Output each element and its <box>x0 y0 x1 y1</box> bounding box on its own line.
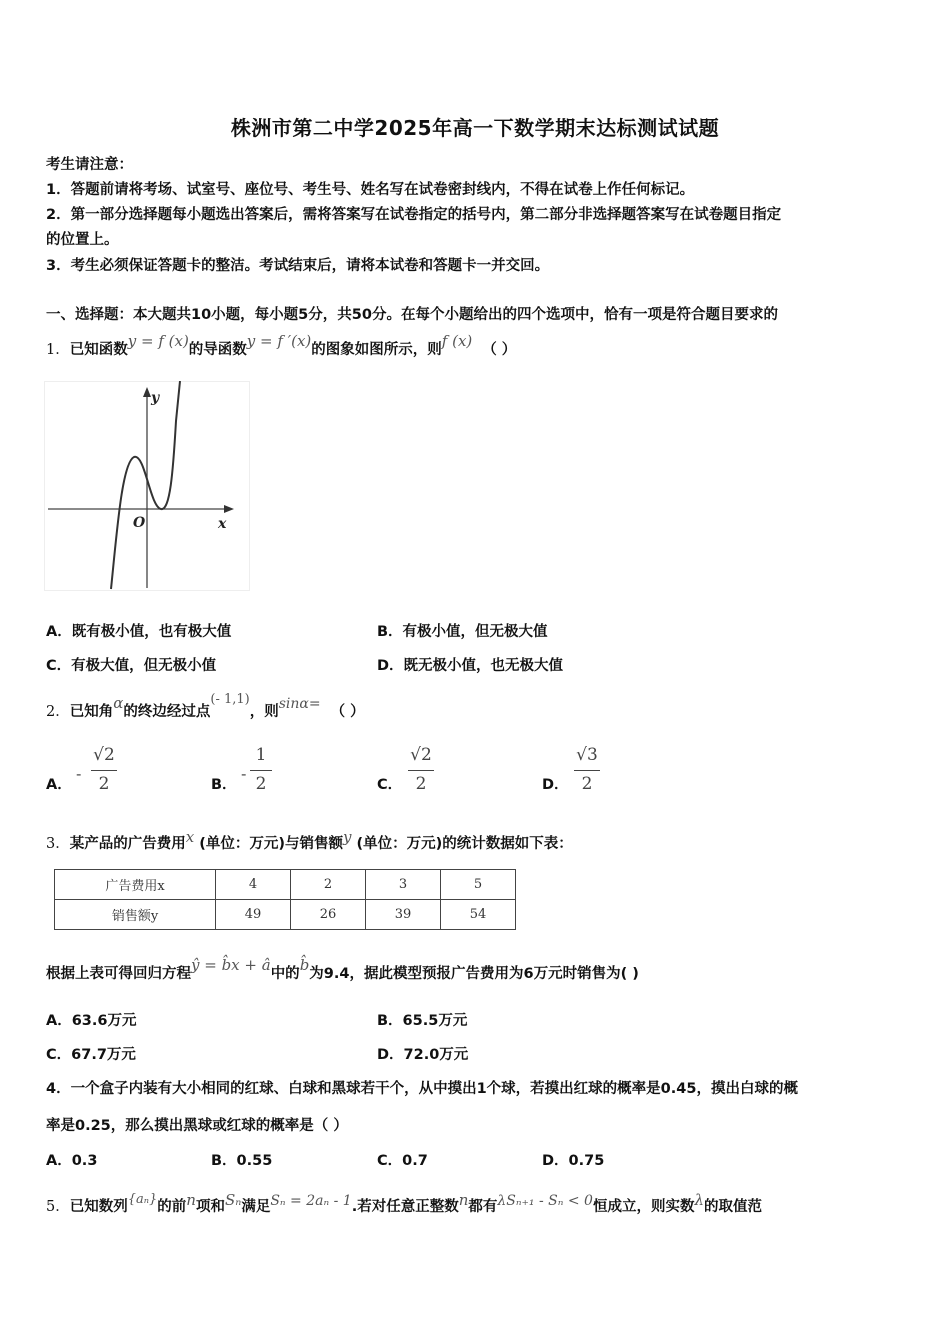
fraction-bar <box>574 770 600 771</box>
q1-option-d[interactable]: D．既无极小值，也无极大值 <box>377 658 564 674</box>
numerator: √3 <box>576 745 598 765</box>
question-number: 3． <box>46 836 70 852</box>
notice-item-1: 1．答题前请将考场、试室号、座位号、考生号、姓名写在试卷密封线内，不得在试卷上作任何标记。 <box>46 182 695 198</box>
q2-option-d-label[interactable]: D． <box>542 777 569 793</box>
table-row-label: 销售额y <box>55 900 216 930</box>
formula: {aₙ} <box>127 1192 158 1207</box>
text: 的前 <box>157 1199 187 1215</box>
numerator: 1 <box>255 745 267 765</box>
y-axis-arrow <box>143 387 151 397</box>
text: 项和 <box>195 1199 225 1215</box>
q4-option-a[interactable]: A．0.3 <box>46 1153 98 1169</box>
question-3-regression <box>46 956 639 983</box>
text: 某产品的广告费用 <box>69 836 186 852</box>
text: 根据上表可得回归方程 <box>46 966 191 982</box>
fraction-bar <box>250 770 272 771</box>
text: (单位：万元)与销售额 <box>194 836 344 852</box>
formula: y = f ′(x) <box>246 332 312 350</box>
q4-option-c[interactable]: C．0.7 <box>377 1153 428 1169</box>
formula: ŷ = b̂x + â <box>191 956 271 974</box>
notice-item-3: 3．考生必须保证答题卡的整洁。考试结束后，请将本试卷和答题卡一并交回。 <box>46 258 550 274</box>
question-4-line-2: 率是0.25，那么摸出黑球或红球的概率是（ ） <box>46 1118 348 1134</box>
derivative-curve <box>111 381 180 589</box>
text: 的终边经过点 <box>123 704 211 720</box>
formula: α <box>113 694 124 712</box>
text: (单位：万元)的统计数据如下表： <box>351 836 573 852</box>
y-axis-label: y <box>151 390 160 406</box>
table-row-label: 广告费用x <box>55 870 216 900</box>
text: 的图象如图所示，则 <box>311 342 442 358</box>
formula: f (x) <box>441 332 473 350</box>
formula: x <box>185 828 195 846</box>
question-1-stem <box>46 332 517 359</box>
question-number: 2． <box>46 704 70 720</box>
formula: sinα= <box>278 696 321 712</box>
text: 恒成立，则实数 <box>592 1199 695 1215</box>
table-cell: 4 <box>216 870 291 900</box>
text: 已知角 <box>69 704 114 720</box>
fraction-bar <box>408 770 434 771</box>
table-cell: 26 <box>291 900 366 930</box>
q3-option-a[interactable]: A．63.6万元 <box>46 1013 137 1029</box>
section-heading: 一、选择题：本大题共10小题，每小题5分，共50分。在每个小题给出的四个选项中，恰有一项是符合题目要求的 <box>46 307 778 323</box>
origin-label: O <box>133 515 146 531</box>
text: 已知函数 <box>69 342 128 358</box>
page-title: 株洲市第二中学2025年高一下数学期末达标测试试题 <box>230 116 720 140</box>
formula: b̂ <box>299 956 310 974</box>
table-cell: 49 <box>216 900 291 930</box>
formula: y = f (x) <box>127 332 189 350</box>
text: 都有 <box>468 1199 498 1215</box>
text: 满足 <box>241 1199 271 1215</box>
question-number: 5． <box>46 1199 70 1215</box>
fraction-bar <box>91 770 117 771</box>
notice-item-2-cont: 的位置上。 <box>46 232 119 248</box>
data-table <box>54 869 516 930</box>
denominator: 2 <box>581 774 593 794</box>
q3-option-d[interactable]: D．72.0万元 <box>377 1047 469 1063</box>
text: .若对任意正整数 <box>351 1199 459 1215</box>
derivative-graph <box>44 381 250 591</box>
formula: n <box>458 1191 469 1209</box>
notice-item-2: 2．第一部分选择题每小题选出答案后，需将答案写在试卷指定的括号内，第二部分非选择题答案写在试卷题目指定 <box>46 207 782 223</box>
q1-option-a[interactable]: A．既有极小值，也有极大值 <box>46 624 232 640</box>
table-cell: 2 <box>291 870 366 900</box>
q1-option-b[interactable]: B．有极小值，但无极大值 <box>377 624 548 640</box>
question-4-line-1: 4．一个盒子内装有大小相同的红球、白球和黑球若干个，从中摸出1个球，若摸出红球的概率是0.45，摸出白球的概 <box>46 1081 798 1097</box>
table-row <box>55 900 516 930</box>
answer-bracket: （ ） <box>482 342 517 358</box>
q3-option-b[interactable]: B．65.5万元 <box>377 1013 468 1029</box>
table-cell: 5 <box>441 870 516 900</box>
formula: n <box>186 1191 196 1209</box>
table-cell: 3 <box>366 870 441 900</box>
question-2-stem <box>46 692 365 721</box>
text: 的导函数 <box>188 342 247 358</box>
formula: λSₙ₊₁ - Sₙ < 0 <box>497 1193 593 1209</box>
question-3-stem <box>46 828 573 853</box>
q2-option-b-label[interactable]: B． <box>211 777 237 793</box>
x-axis-label: x <box>218 516 227 532</box>
q2-option-c-label[interactable]: C． <box>377 777 403 793</box>
text: 的取值范 <box>703 1199 762 1215</box>
q4-option-d[interactable]: D．0.75 <box>542 1153 605 1169</box>
table-cell: 39 <box>366 900 441 930</box>
formula: Sₙ <box>224 1191 242 1209</box>
q2-option-a-sign: - <box>76 765 82 783</box>
q2-option-a-label[interactable]: A． <box>46 777 72 793</box>
question-5-stem <box>46 1191 762 1216</box>
table-cell: 54 <box>441 900 516 930</box>
numerator: √2 <box>93 745 115 765</box>
formula: λ <box>694 1191 704 1209</box>
question-number: 1． <box>46 342 70 358</box>
denominator: 2 <box>98 774 110 794</box>
table-row <box>55 870 516 900</box>
notice-heading: 考生请注意： <box>46 157 133 173</box>
text: ，则 <box>249 704 279 720</box>
formula: (- 1,1) <box>210 692 250 707</box>
q3-option-c[interactable]: C．67.7万元 <box>46 1047 136 1063</box>
answer-bracket: （ ） <box>330 704 365 720</box>
formula: Sₙ = 2aₙ - 1 <box>270 1193 352 1209</box>
formula: y <box>343 828 352 846</box>
x-axis-arrow <box>224 505 234 513</box>
numerator: √2 <box>410 745 432 765</box>
q1-option-c[interactable]: C．有极大值，但无极小值 <box>46 658 217 674</box>
text: 中的 <box>270 966 300 982</box>
text: 为9.4，据此模型预报广告费用为6万元时销售为( ) <box>309 966 639 982</box>
denominator: 2 <box>415 774 427 794</box>
q2-option-b-sign: - <box>241 765 247 783</box>
text: 已知数列 <box>69 1199 128 1215</box>
q4-option-b[interactable]: B．0.55 <box>211 1153 273 1169</box>
denominator: 2 <box>255 774 267 794</box>
